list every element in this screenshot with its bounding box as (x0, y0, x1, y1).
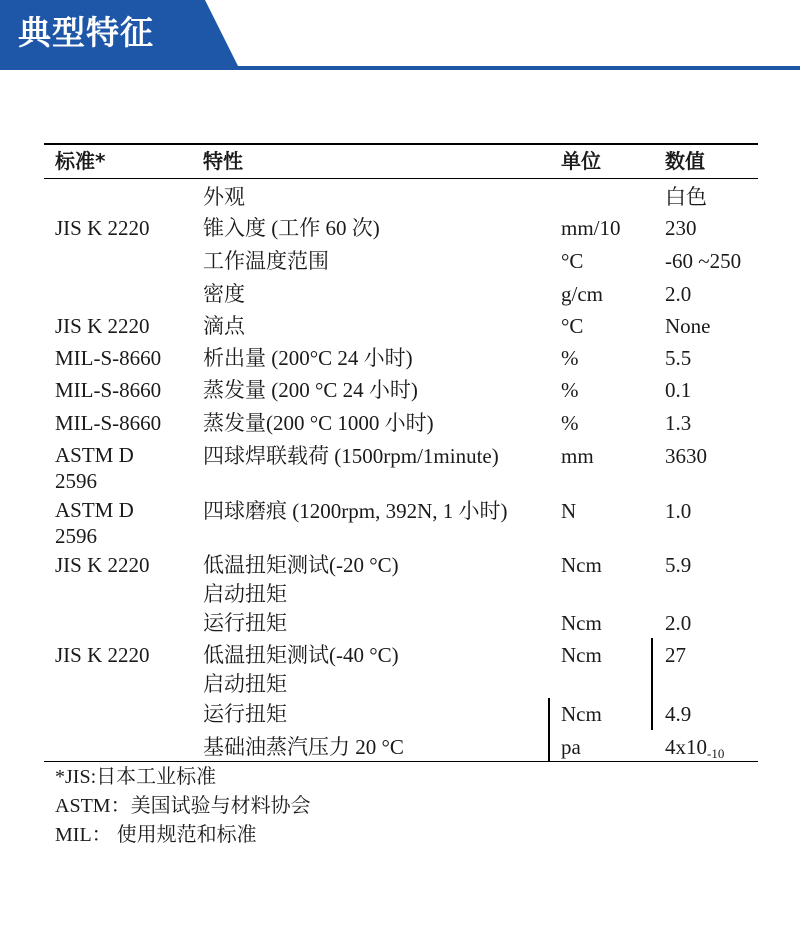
table-vertical-rule-unit (548, 698, 550, 761)
row-13-unit: Ncm (561, 643, 602, 667)
row-16-unit: pa (561, 735, 581, 759)
row-14-property: 启动扭矩 (203, 672, 287, 696)
row-7-unit: % (561, 411, 579, 435)
row-3-value: 2.0 (665, 282, 692, 306)
row-2-unit: °C (561, 249, 584, 273)
row-7-property: 蒸发量(200 °C 1000 小时) (203, 411, 434, 435)
row-15-value: 4.9 (665, 702, 692, 726)
row-16-value-base: 4x10 (665, 735, 707, 759)
row-15-property: 运行扭矩 (203, 702, 287, 726)
row-1-standard: JIS K 2220 (55, 216, 150, 240)
header-value: 数值 (665, 149, 705, 173)
row-8-property: 四球焊联载荷 (1500rpm/1minute) (203, 444, 499, 468)
row-13-value: 27 (665, 643, 686, 667)
row-5-property: 析出量 (200°C 24 小时) (203, 346, 413, 370)
row-5-unit: % (561, 346, 579, 370)
row-1-unit: mm/10 (561, 216, 621, 240)
row-10-standard: JIS K 2220 (55, 553, 150, 577)
row-10-unit: Ncm (561, 553, 602, 577)
row-3-unit: g/cm (561, 282, 603, 306)
row-1-value: 230 (665, 216, 697, 240)
row-9-standard-line1: ASTM D (55, 498, 134, 522)
row-8-standard-line2: 2596 (55, 469, 97, 493)
row-7-value: 1.3 (665, 411, 692, 435)
row-3-property: 密度 (203, 282, 245, 306)
note-mil: MIL： 使用规范和标准 (55, 824, 257, 846)
row-6-property: 蒸发量 (200 °C 24 小时) (203, 378, 418, 402)
section-banner (0, 0, 800, 72)
row-9-standard-line2: 2596 (55, 524, 97, 548)
row-10-value: 5.9 (665, 553, 692, 577)
table-bottom-rule (44, 761, 758, 762)
row-8-standard-line1: ASTM D (55, 443, 134, 467)
row-15-unit: Ncm (561, 702, 602, 726)
row-5-standard: MIL-S-8660 (55, 346, 162, 370)
header-property: 特性 (203, 149, 243, 173)
row-13-property: 低温扭矩测试(-40 °C) (203, 643, 399, 667)
header-standard: 标准* (55, 149, 106, 173)
row-16-value (665, 734, 724, 767)
row-16-value-exponent: -10 (707, 746, 725, 761)
table-header-rule (44, 178, 758, 179)
row-6-standard: MIL-S-8660 (55, 378, 162, 402)
row-13-standard: JIS K 2220 (55, 643, 150, 667)
row-12-value: 2.0 (665, 611, 692, 635)
row-8-unit: mm (561, 444, 594, 468)
row-2-value: -60 ~250 (665, 249, 742, 273)
row-16-property: 基础油蒸汽压力 20 °C (203, 735, 404, 759)
row-0-value: 白色 (665, 185, 707, 209)
row-7-standard: MIL-S-8660 (55, 411, 162, 435)
row-10-property: 低温扭矩测试(-20 °C) (203, 553, 399, 577)
row-12-unit: Ncm (561, 611, 602, 635)
row-1-property: 锥入度 (工作 60 次) (203, 216, 380, 240)
row-8-value: 3630 (665, 444, 707, 468)
row-6-value: 0.1 (665, 378, 692, 402)
banner-title: 典型特征 (18, 13, 154, 52)
table-top-rule (44, 143, 758, 145)
row-9-value: 1.0 (665, 499, 692, 523)
row-6-unit: % (561, 378, 579, 402)
row-4-unit: °C (561, 314, 584, 338)
row-4-value: None (665, 314, 711, 338)
row-4-property: 滴点 (203, 314, 245, 338)
note-jis: *JIS:日本工业标准 (55, 766, 217, 788)
banner-underline (0, 66, 800, 70)
row-2-property: 工作温度范围 (203, 249, 329, 273)
header-unit: 单位 (561, 149, 601, 173)
row-11-property: 启动扭矩 (203, 582, 287, 606)
row-9-property: 四球磨痕 (1200rpm, 392N, 1 小时) (203, 499, 508, 523)
row-0-property: 外观 (203, 185, 245, 209)
row-4-standard: JIS K 2220 (55, 314, 150, 338)
note-astm: ASTM：美国试验与材料协会 (55, 795, 311, 817)
row-9-unit: N (561, 499, 577, 523)
table-vertical-rule-value (651, 638, 653, 730)
row-12-property: 运行扭矩 (203, 611, 287, 635)
row-5-value: 5.5 (665, 346, 692, 370)
